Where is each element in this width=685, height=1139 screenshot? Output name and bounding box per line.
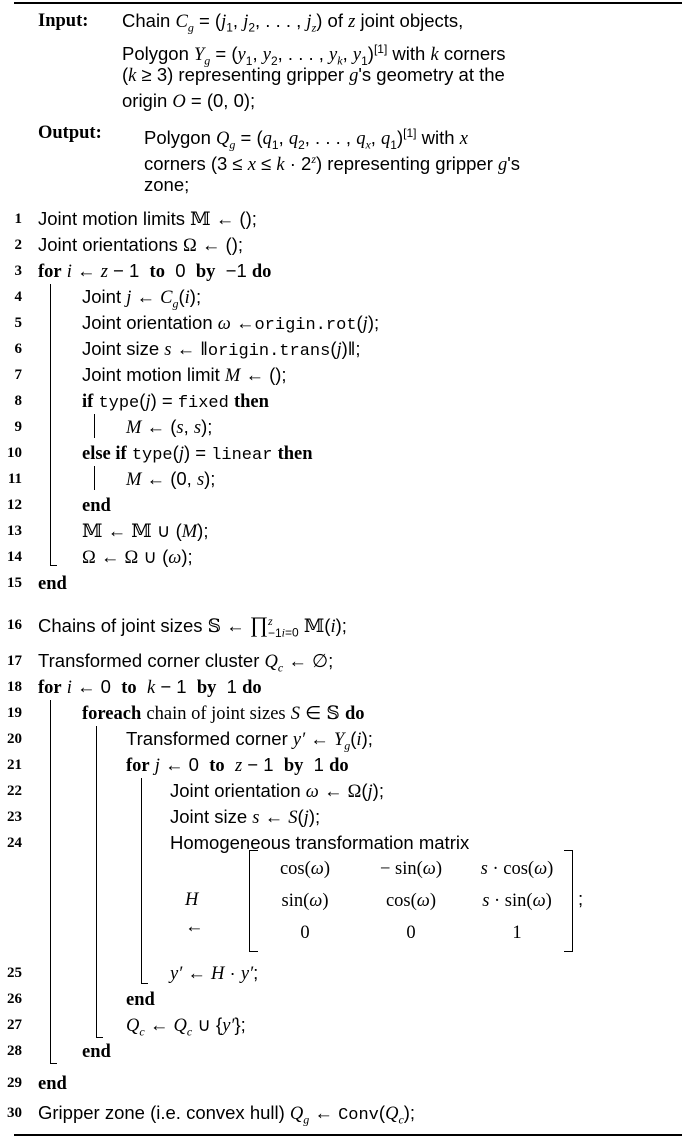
code-line-1: Joint motion limits 𝕄 ← (); bbox=[38, 208, 257, 230]
line-number: 11 bbox=[7, 471, 22, 487]
line-number: 30 bbox=[7, 1105, 22, 1121]
matrix-cell: cos(ω) bbox=[385, 891, 437, 911]
line-number: 19 bbox=[7, 705, 22, 721]
code-line-8: if type(j) = fixed then bbox=[82, 390, 269, 413]
line-number: 8 bbox=[14, 393, 22, 409]
line-number: 17 bbox=[7, 653, 22, 669]
code-line-19: foreach chain of joint sizes S ∈ 𝕊 do bbox=[82, 702, 365, 724]
code-line-20: Transformed corner y′ ← $Y_g(i)$; bbox=[126, 728, 373, 753]
code-line-18: for i ← 0 to k − 1 by 1 do bbox=[38, 676, 262, 698]
line-number: 5 bbox=[14, 315, 22, 331]
output-line-3: zone; bbox=[144, 174, 190, 195]
input-label: Input: bbox=[38, 11, 89, 31]
code-line-29: end bbox=[38, 1074, 67, 1094]
matrix-suffix: ; bbox=[578, 888, 584, 909]
line-number: 27 bbox=[7, 1017, 22, 1033]
line-number: 2 bbox=[14, 237, 22, 253]
line-number: 3 bbox=[14, 263, 22, 279]
code-line-27: $Q_c$ ← $Q_c$ ∪ {y′}; bbox=[126, 1014, 246, 1039]
output-label: Output: bbox=[38, 123, 102, 143]
line-number: 21 bbox=[7, 757, 22, 773]
code-line-16: Chains of joint sizes 𝕊 ← ∏ z −1 $_{i=0}$ 𝕄(i); bbox=[38, 612, 347, 641]
code-line-9: M ← (s, s); bbox=[126, 416, 213, 438]
input-line-1: Chain $C_g = (j_1$, $j_2$, . . . , $j_z$) of z joint objects, bbox=[122, 10, 464, 35]
line-number: 16 bbox=[7, 617, 22, 633]
line-number: 10 bbox=[7, 445, 22, 461]
matrix-cell: 0 bbox=[406, 923, 416, 943]
code-line-12: end bbox=[82, 496, 111, 516]
top-rule bbox=[14, 2, 682, 4]
code-line-2: Joint orientations Ω ← (); bbox=[38, 234, 244, 256]
matrix-cell: − sin(ω) bbox=[379, 859, 443, 879]
block-guide-hook bbox=[141, 983, 148, 984]
code-line-25: y′ ← H · y′; bbox=[170, 962, 259, 984]
code-line-21: for j ← 0 to z − 1 by 1 do bbox=[126, 754, 349, 776]
code-line-28: end bbox=[82, 1042, 111, 1062]
block-guide bbox=[141, 778, 142, 984]
input-line-4: origin O = (0, 0); bbox=[122, 90, 256, 112]
code-line-26: end bbox=[126, 990, 155, 1010]
line-number: 26 bbox=[7, 991, 22, 1007]
line-number: 6 bbox=[14, 341, 22, 357]
code-line-17: Transformed corner cluster $Q_c$ ← ∅; bbox=[38, 650, 334, 675]
matrix-cell: s · sin(ω) bbox=[482, 891, 552, 911]
line-number: 22 bbox=[7, 783, 22, 799]
matrix-cell: sin(ω) bbox=[281, 891, 329, 911]
code-line-6: Joint size s ← ‖origin.trans(j)‖; bbox=[82, 338, 361, 361]
code-line-13: 𝕄 ← 𝕄 ∪ (M); bbox=[82, 520, 209, 542]
code-line-23: Joint size s ← S(j); bbox=[170, 806, 321, 828]
line-number: 24 bbox=[7, 835, 22, 851]
line-number: 18 bbox=[7, 679, 22, 695]
matrix-cell: 1 bbox=[512, 923, 522, 943]
code-line-15: end bbox=[38, 574, 67, 594]
line-number: 23 bbox=[7, 809, 22, 825]
line-number: 9 bbox=[14, 419, 22, 435]
line-number: 15 bbox=[7, 575, 22, 591]
block-guide bbox=[96, 726, 97, 1038]
block-guide-hook bbox=[50, 1063, 57, 1064]
output-line-1: Polygon $Q_g = (q_1$, $q_2$, . . . , $q_x$, $q_1)[1]$ with x bbox=[144, 126, 468, 152]
bottom-rule bbox=[14, 1134, 682, 1136]
block-guide-hook bbox=[50, 565, 57, 566]
code-line-30: Gripper zone (i.e. convex hull) $Q_g$ ← $Conv(Q_c)$; bbox=[38, 1102, 416, 1127]
code-line-10: else if type(j) = linear then bbox=[82, 442, 313, 465]
matrix-cell: 0 bbox=[300, 923, 310, 943]
line-number: 4 bbox=[14, 289, 22, 305]
line-number: 20 bbox=[7, 731, 22, 747]
code-line-24: Homogeneous transformation matrix bbox=[170, 832, 470, 853]
input-line-3: (k ≥ 3) representing gripper g's geometry at the bbox=[122, 64, 505, 86]
code-line-7: Joint motion limit M ← (); bbox=[82, 364, 287, 386]
block-guide bbox=[50, 700, 51, 1064]
output-line-2: corners $(3 \le x \le k \cdot 2^z)$ representing gripper g's bbox=[144, 152, 521, 176]
block-guide bbox=[94, 466, 95, 490]
matrix-cell: cos(ω) bbox=[279, 859, 331, 879]
line-number: 14 bbox=[7, 549, 22, 565]
code-line-5: Joint orientation ω ←origin.rot(j); bbox=[82, 312, 380, 335]
line-number: 29 bbox=[7, 1075, 22, 1091]
block-guide bbox=[94, 414, 95, 438]
line-number: 7 bbox=[14, 367, 22, 383]
line-number: 28 bbox=[7, 1043, 22, 1059]
line-number: 13 bbox=[7, 523, 22, 539]
input-line-2: Polygon $Y_g = (y_1$, $y_2$, . . . , $y_k$, $y_1)[1]$ with k corners bbox=[122, 42, 506, 68]
code-line-3: for i ← z − 1 to 0 by −1 do bbox=[38, 260, 272, 282]
block-guide bbox=[50, 284, 51, 566]
line-number: 25 bbox=[7, 965, 22, 981]
matrix-label: H ← bbox=[185, 890, 204, 936]
matrix-cell: s · cos(ω) bbox=[480, 859, 554, 879]
code-line-14: Ω ← Ω ∪ (ω); bbox=[82, 546, 193, 568]
code-line-4: Joint j ← $C_g(i)$; bbox=[82, 286, 202, 311]
matrix-brackets bbox=[249, 850, 573, 952]
code-line-11: M ← (0, s); bbox=[126, 468, 216, 490]
code-line-22: Joint orientation ω ← Ω(j); bbox=[170, 780, 384, 802]
line-number: 12 bbox=[7, 497, 22, 513]
line-number: 1 bbox=[14, 211, 22, 227]
